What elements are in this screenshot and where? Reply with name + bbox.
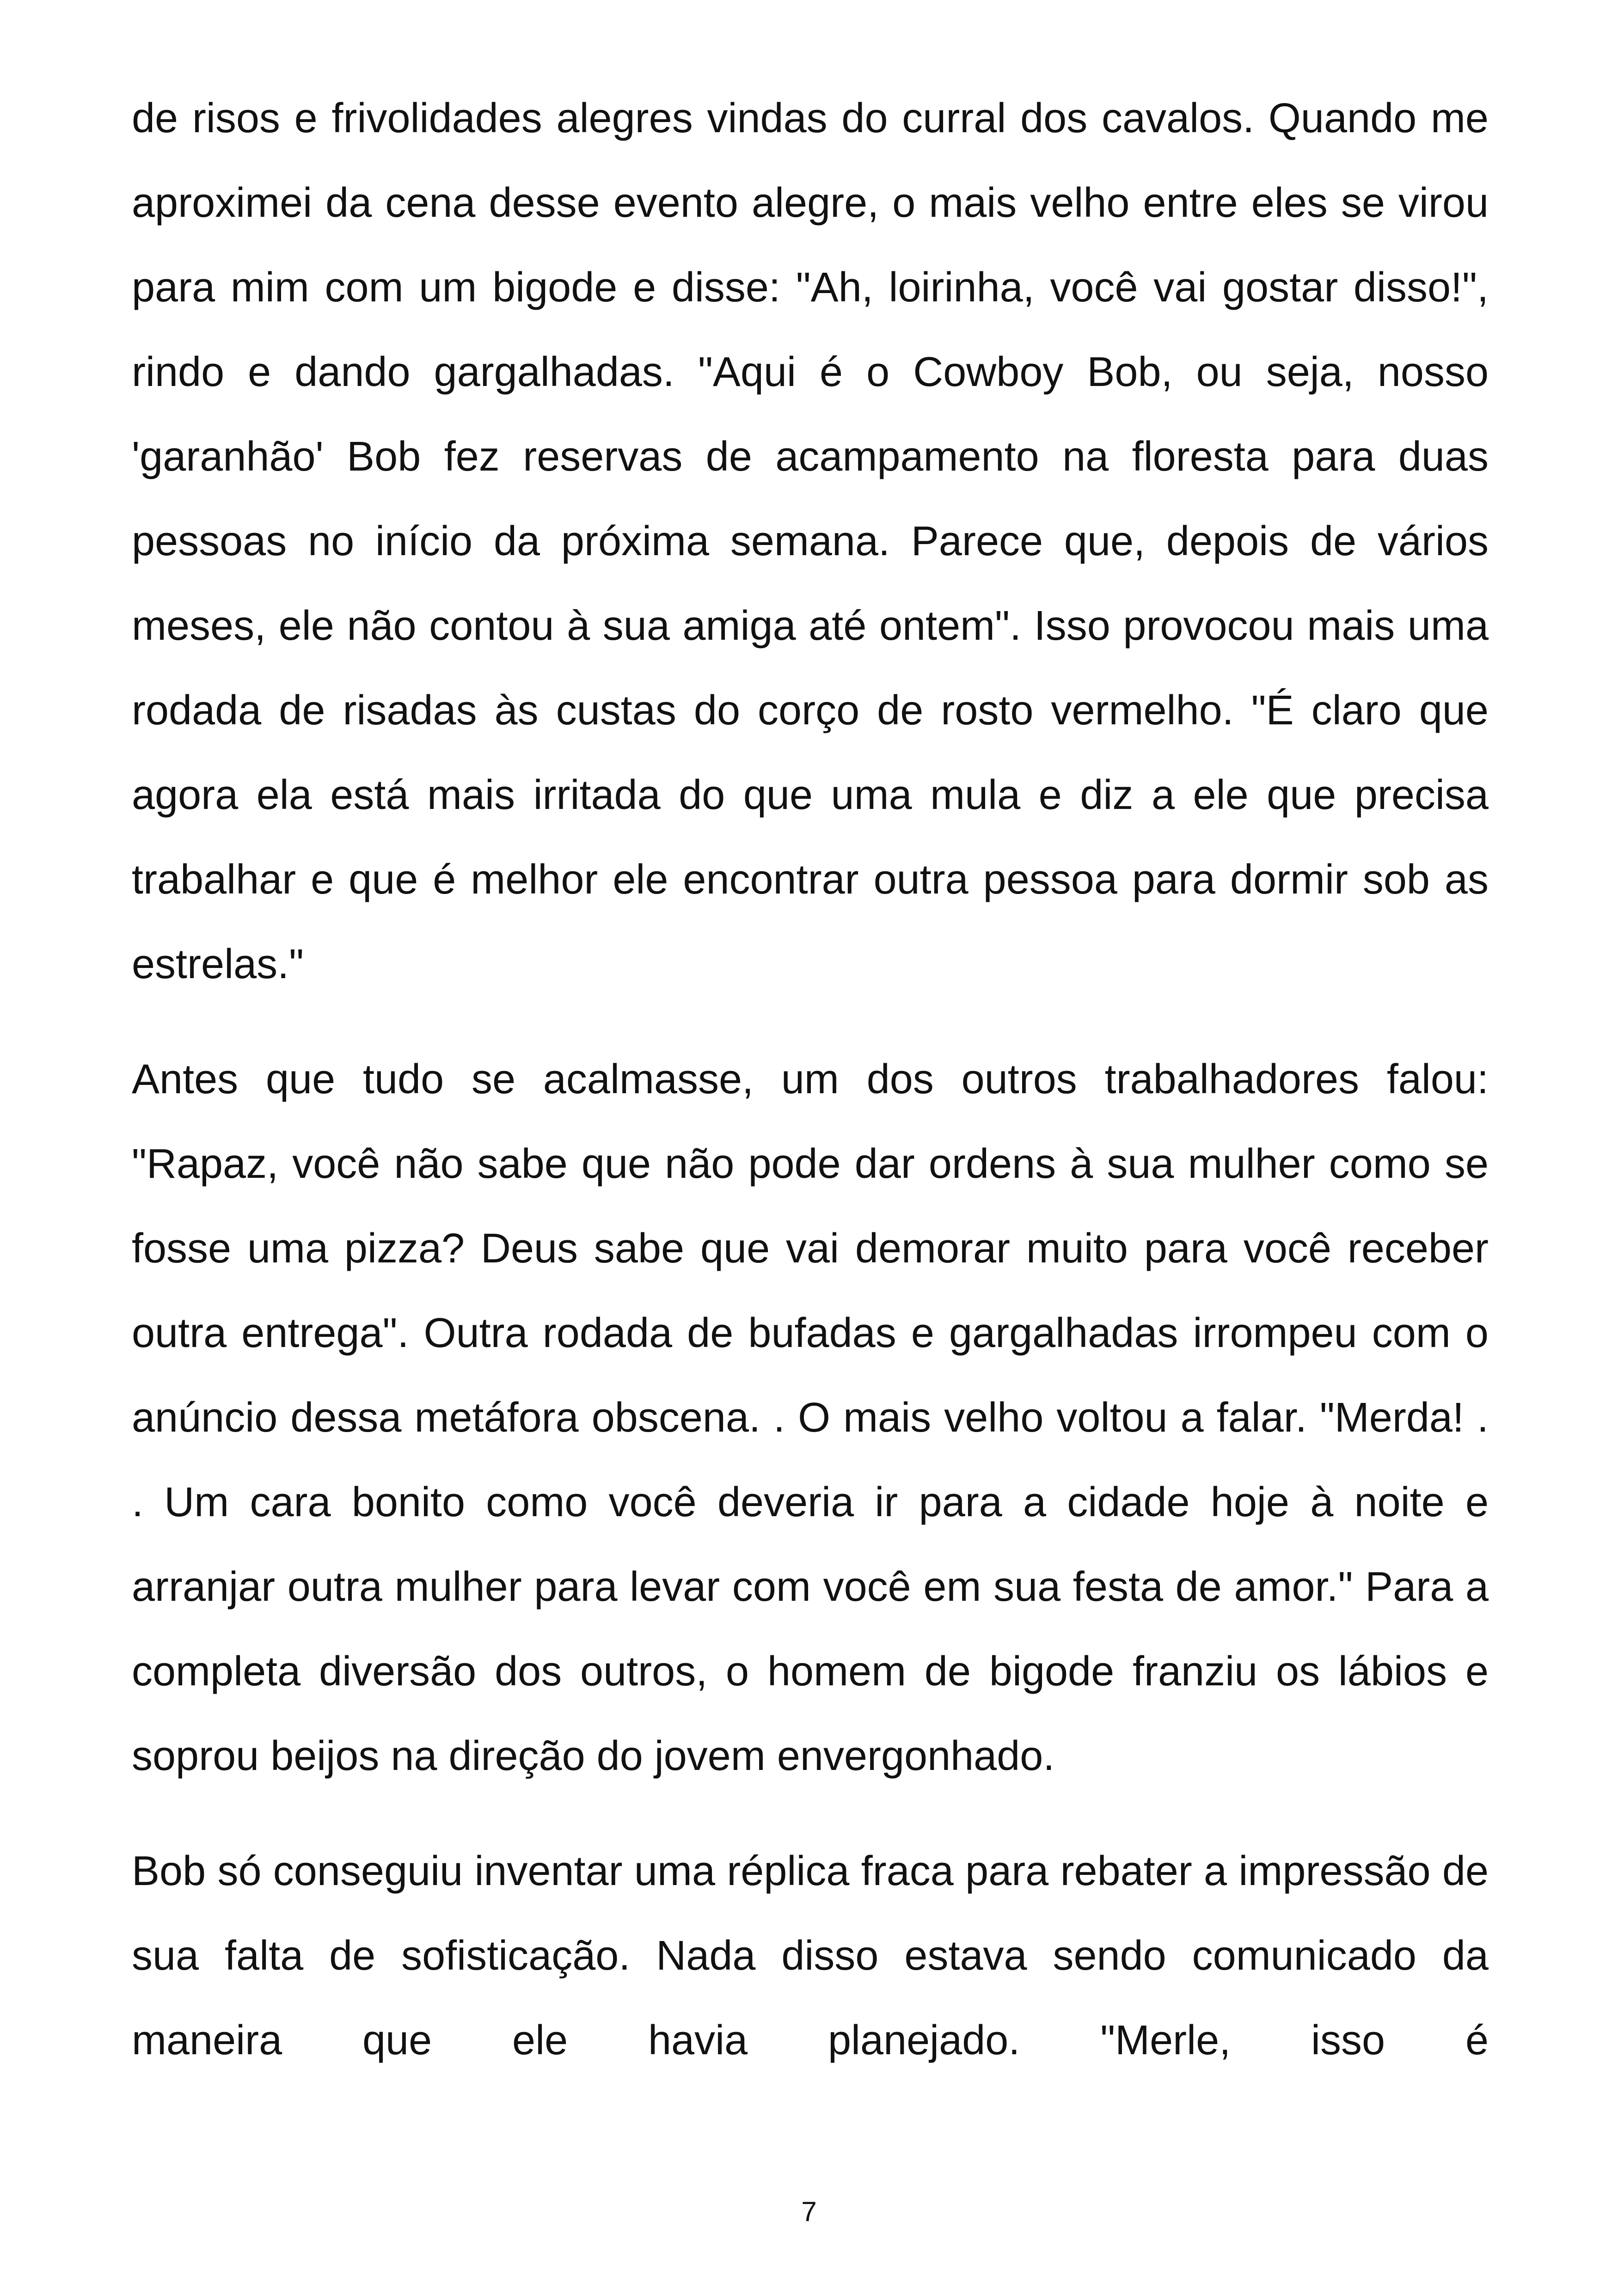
paragraph: de risos e frivolidades alegres vindas do curral dos cavalos. Quando me aproximei da cena desse evento alegre, o mais velho entre eles se virou para mim com um bigode e disse: "Ah, loirinha, você vai gostar disso!", rindo e dando gargalhadas. "Aqui é o Cowboy Bob, ou seja, nosso 'garanhão' Bob fez reservas de acampamento na floresta para duas pessoas no início da próxima semana. Parece que, depois de vários meses, ele não contou à sua amiga até ontem". Isso provocou mais uma rodada de risadas às custas do corço de rosto vermelho. "É claro que agora ela está mais irritada do que uma mula e diz a ele que precisa trabalhar e que é melhor ele encontrar outra pessoa para dormir sob as estrelas." (132, 95, 1489, 987)
paragraph: Antes que tudo se acalmasse, um dos outros trabalhadores falou: "Rapaz, você não sabe que não pode dar ordens à sua mulher como se fosse uma pizza? Deus sabe que vai demorar muito para você receber outra entrega". Outra rodada de bufadas e gargalhadas irrompeu com o anúncio dessa metáfora obscena. . O mais velho voltou a falar. "Merda! . . Um cara bonito como você deveria ir para a cidade hoje à noite e arranjar outra mulher para levar com você em sua festa de amor." Para a completa diversão dos outros, o homem de bigode franziu os lábios e soprou beijos na direção do jovem envergonhado. (132, 1056, 1489, 1779)
paragraph: Bob só conseguiu inventar uma réplica fraca para rebater a impressão de sua falta de sofisticação. Nada disso estava sendo comunicado da maneira que ele havia planejado. "Merle, isso é (132, 1848, 1489, 2063)
page-number: 7 (801, 2196, 817, 2227)
page-body (132, 76, 1489, 2083)
